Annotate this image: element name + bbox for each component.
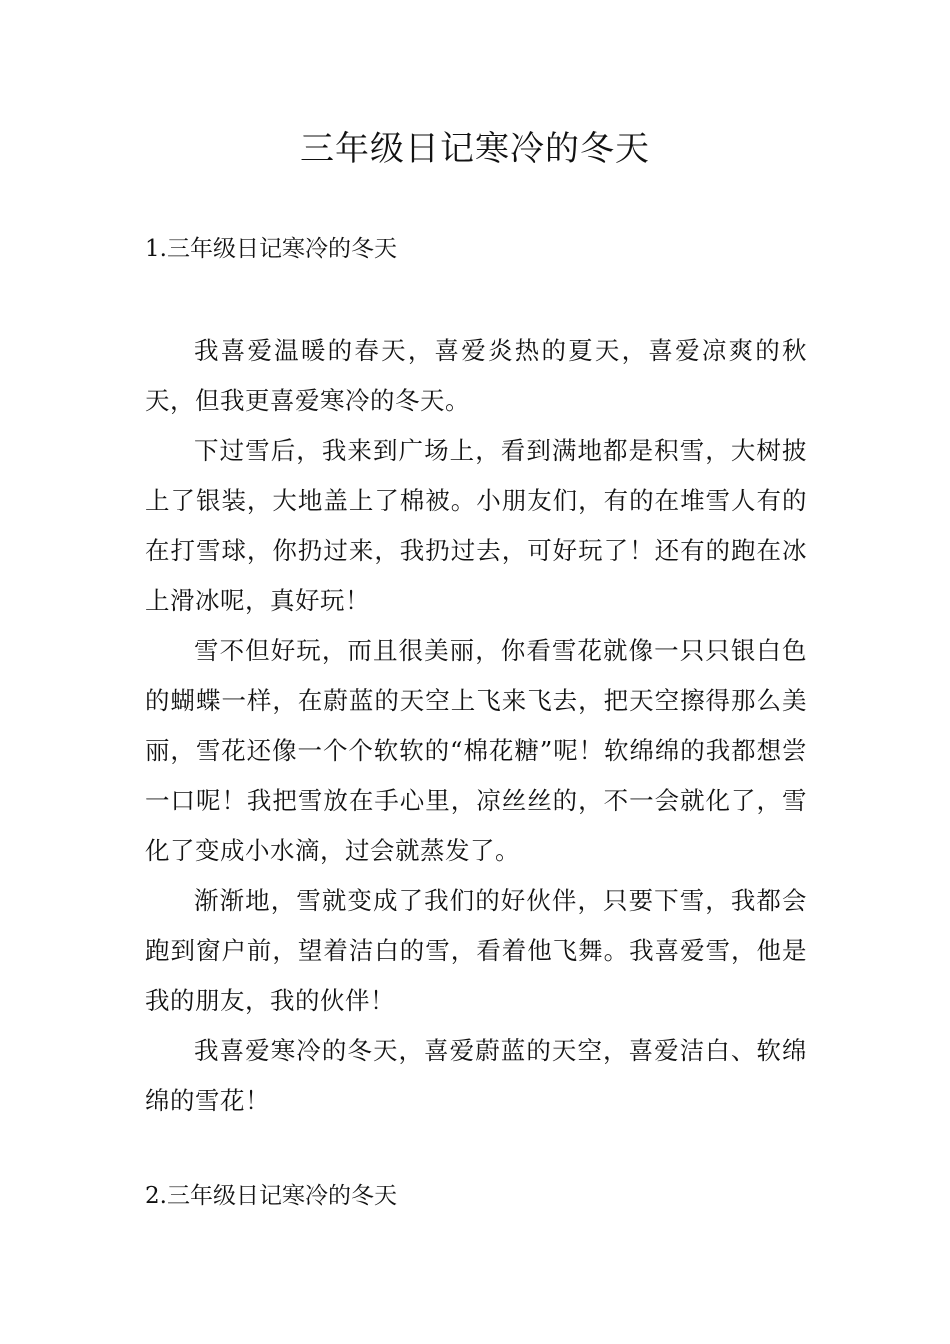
document-title: 三年级日记寒冷的冬天	[300, 129, 650, 169]
paragraph-3: 雪不但好玩，而且很美丽，你看雪花就像一只只银白色的蝴蝶一样，在蔚蓝的天空上飞来飞去，把天空擦得那么美丽，雪花还像一个个软软的“棉花糖”呢！软绵绵的我都想尝一口呢！我把雪放在手心里，凉丝丝的，不一会就化了，雪化了变成小水滴，过会就蒸发了。	[145, 636, 807, 865]
section-heading-2: 2.三年级日记寒冷的冬天	[145, 1183, 397, 1209]
paragraph-2: 下过雪后，我来到广场上，看到满地都是积雪，大树披上了银装，大地盖上了棉被。小朋友们，有的在堆雪人有的在打雪球，你扔过来，我扔过去，可好玩了！还有的跑在冰上滑冰呢，真好玩！	[145, 436, 807, 615]
paragraph-1: 我喜爱温暖的春天，喜爱炎热的夏天，喜爱凉爽的秋天，但我更喜爱寒冷的冬天。	[145, 336, 807, 415]
paragraph-4: 渐渐地，雪就变成了我们的好伙伴，只要下雪，我都会跑到窗户前，望着洁白的雪，看着他飞舞。我喜爱雪，他是我的朋友，我的伙伴！	[145, 886, 807, 1015]
paragraph-5: 我喜爱寒冷的冬天，喜爱蔚蓝的天空，喜爱洁白、软绵绵的雪花！	[145, 1036, 807, 1115]
section-1-body	[145, 326, 807, 1126]
section-heading-1: 1.三年级日记寒冷的冬天	[145, 236, 397, 262]
